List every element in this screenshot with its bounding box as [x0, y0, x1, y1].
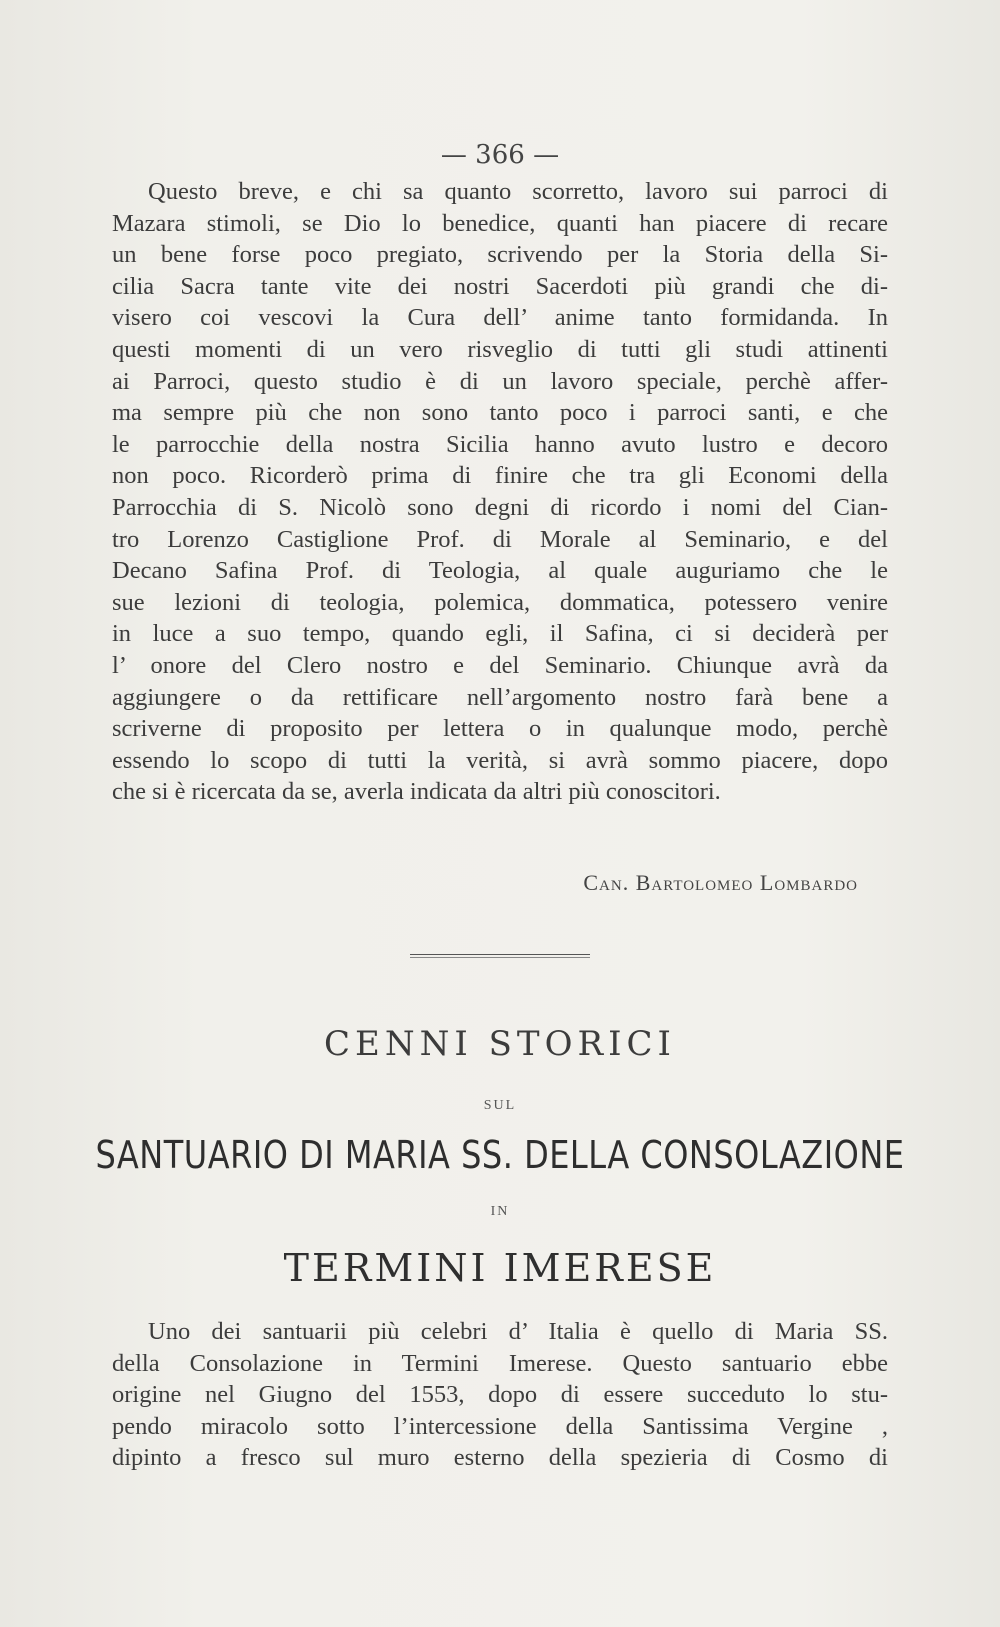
paragraph-santuario [112, 1316, 888, 1474]
text-line: dipinto a fresco sul muro esterno della spezieria di Cosmo di [112, 1444, 888, 1472]
text-line: tro Lorenzo Castiglione Prof. di Morale al Seminario, e del [112, 525, 888, 553]
text-line: le parrocchie della nostra Sicilia hanno avuto lustro e decoro [112, 430, 888, 458]
text-line: ma sempre più che non sono tanto poco i parroci santi, e che [112, 399, 888, 427]
text-line: Parrocchia di S. Nicolò sono degni di ricordo i nomi del Cian- [112, 493, 888, 521]
text-line: della Consolazione in Termini Imerese. Questo santuario ebbe [112, 1349, 888, 1377]
section-title-main: SANTUARIO DI MARIA SS. DELLA CONSOLAZIONE [95, 1132, 905, 1178]
text-line: Uno dei santuarii più celebri d’ Italia è quello di Maria SS. [148, 1318, 888, 1345]
text-line: Decano Safina Prof. di Teologia, al quale auguriamo che le [112, 557, 888, 585]
text-line: essendo lo scopo di tutti la verità, si avrà sommo piacere, dopo [112, 746, 888, 774]
text-line: visero coi vescovi la Cura dell’ anime tanto formidanda. In [112, 304, 888, 332]
section-divider [410, 954, 590, 958]
text-line: aggiungere o da rettificare nell’argomento nostro farà bene a [112, 683, 888, 711]
text-line: che si è ricercata da se, averla indicata da altri più conoscitori. [112, 778, 721, 806]
text-line: questi momenti di un vero risveglio di tutti gli studi attinenti [112, 335, 888, 363]
text-line: cilia Sacra tante vite dei nostri Sacerdoti più grandi che di- [112, 272, 888, 300]
text-line: un bene forse poco pregiato, scrivendo per la Storia della Si- [112, 241, 888, 269]
text-line: ai Parroci, questo studio è di un lavoro speciale, perchè affer- [112, 367, 888, 395]
text-line: pendo miracolo sotto l’intercessione della Santissima Vergine , [112, 1412, 888, 1440]
text-line: origine nel Giugno del 1553, dopo di essere succeduto lo stu- [112, 1381, 888, 1409]
section-title: CENNI STORICI [324, 1024, 676, 1064]
title-connector-in: IN [490, 1204, 510, 1219]
text-line: l’ onore del Clero nostro e del Seminario. Chiunque avrà da [112, 651, 888, 679]
text-line: scriverne di proposito per lettera o in qualunque modo, perchè [112, 715, 888, 743]
author-signature: Can. Bartolomeo Lombardo [583, 870, 858, 895]
text-line: Questo breve, e chi sa quanto scorretto, lavoro sui parroci di [148, 178, 888, 205]
text-line: in luce a suo tempo, quando egli, il Safina, ci si deciderà per [112, 620, 888, 648]
title-connector-sul: SUL [483, 1098, 517, 1113]
text-line: non poco. Ricorderò prima di finire che tra gli Economi della [112, 462, 888, 490]
page-number: — 366 — [440, 140, 560, 170]
paragraph-parroci [112, 176, 888, 808]
section-title-place: TERMINI IMERESE [283, 1246, 717, 1290]
text-line: Mazara stimoli, se Dio lo benedice, quanti han piacere di recare [112, 209, 888, 237]
text-line: sue lezioni di teologia, polemica, dommatica, potessero venire [112, 588, 888, 616]
